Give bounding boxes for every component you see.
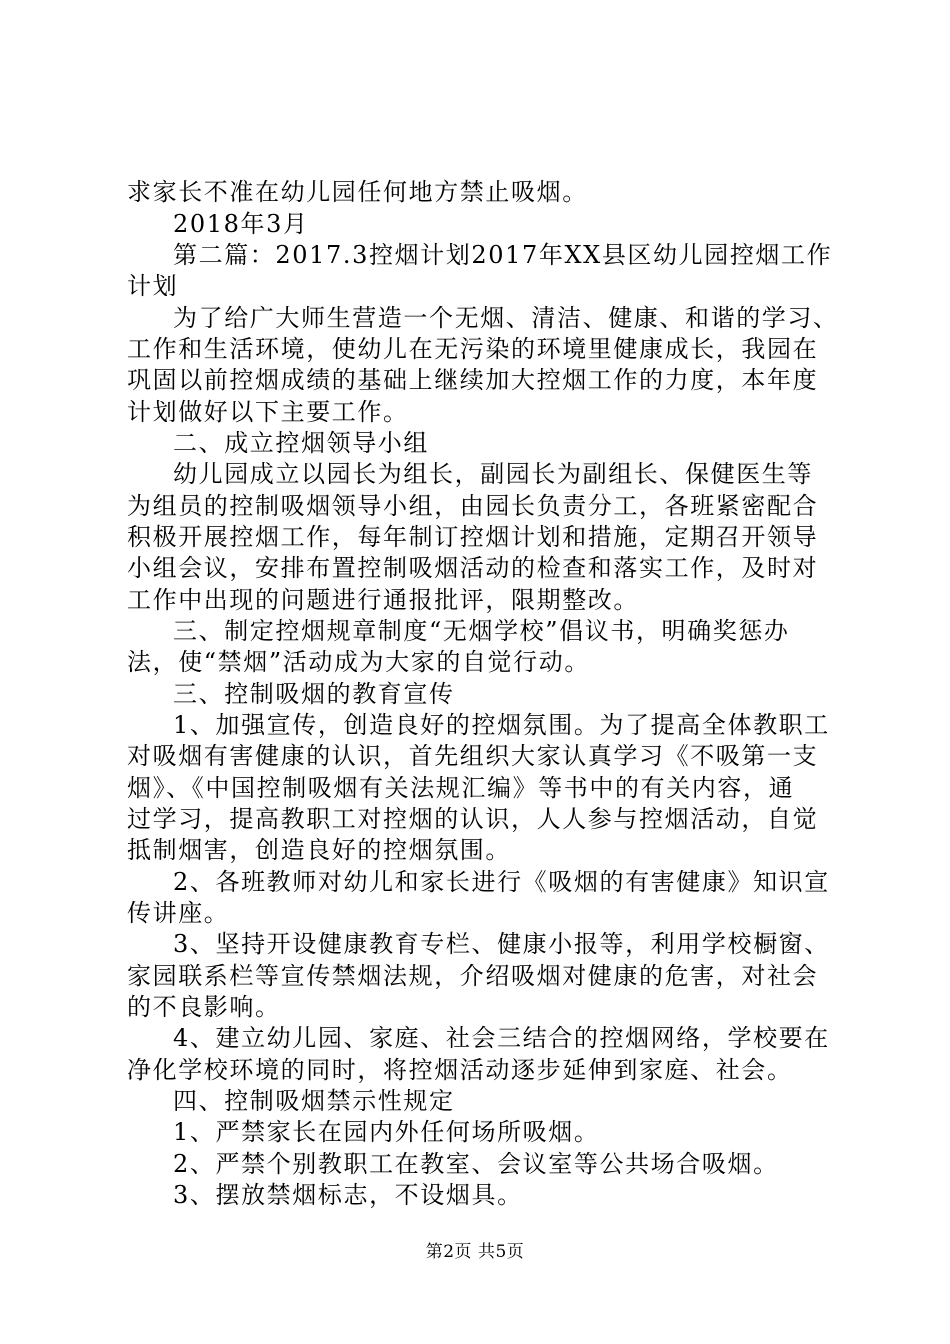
list-item: 1、严禁家长在园内外任何场所吸烟。: [173, 1118, 600, 1146]
date-line: 2018年3月: [173, 210, 309, 238]
text-line: 求家长不准在幼儿园任何地方禁止吸烟。: [127, 178, 588, 206]
paragraph-line: 小组会议，安排布置控制吸烟活动的检查和落实工作，及时对: [127, 554, 819, 582]
section-heading: 四、控制吸烟禁示性规定: [173, 1087, 455, 1115]
list-item: 2、严禁个别教职工在教室、会议室等公共场合吸烟。: [173, 1150, 779, 1178]
paragraph-line: 抵制烟害，创造良好的控烟氛围。: [127, 836, 511, 864]
paragraph-line: 为组员的控制吸烟领导小组，由园长负责分工，各班紧密配合: [127, 492, 819, 520]
paragraph-line: 传讲座。: [127, 899, 230, 927]
paragraph-line: 烟》、《中国控制吸烟有关法规汇编》等书中的有关内容，通: [127, 774, 795, 802]
paragraph-line: 幼儿园成立以园长为组长，副园长为副组长、保健医生等: [173, 460, 813, 488]
section-heading: 二、成立控烟领导小组: [173, 429, 429, 457]
section-heading: 三、控制吸烟的教育宣传: [173, 680, 455, 708]
paragraph-line: 为了给广大师生营造一个无烟、清洁、健康、和谐的学习、: [173, 304, 839, 332]
list-item: 3、摆放禁烟标志，不设烟具。: [173, 1181, 523, 1209]
paragraph-line: 2、各班教师对幼儿和家长进行《吸烟的有害健康》知识宣: [173, 868, 830, 896]
paragraph-line: 家园联系栏等宣传禁烟法规，介绍吸烟对健康的危害，对社会: [127, 962, 819, 990]
paragraph-line: 工作中出现的问题进行通报批评，限期整改。: [127, 586, 639, 614]
paragraph-line: 4、建立幼儿园、家庭、社会三结合的控烟网络，学校要在: [173, 1024, 830, 1052]
paragraph-line: 3、坚持开设健康教育专栏、健康小报等，利用学校橱窗、: [173, 930, 830, 958]
paragraph-line: 净化学校环境的同时，将控烟活动逐步延伸到家庭、社会。: [127, 1056, 793, 1084]
paragraph-line: 1、加强宣传，创造良好的控烟氛围。为了提高全体教职工: [173, 711, 830, 739]
paragraph-line: 法，使“禁烟”活动成为大家的自觉行动。: [127, 648, 590, 676]
paragraph-line: 工作和生活环境，使幼儿在无污染的环境里健康成长，我园在: [127, 335, 819, 363]
paragraph-line: 三、制定控烟规章制度“无烟学校”倡议书，明确奖惩办: [173, 617, 790, 645]
page-footer: 第2页 共5页: [425, 1242, 525, 1262]
paragraph-line: 过学习，提高教职工对控烟的认识，人人参与控烟活动，自觉: [127, 805, 819, 833]
section-title-continued: 计划: [127, 272, 179, 300]
paragraph-line: 的不良影响。: [127, 993, 281, 1021]
section-title: 第二篇：2017.3控烟计划2017年XX县区幼儿园控烟工作: [173, 241, 833, 269]
paragraph-line: 巩固以前控烟成绩的基础上继续加大控烟工作的力度，本年度: [127, 366, 819, 394]
paragraph-line: 计划做好以下主要工作。: [127, 398, 409, 426]
paragraph-line: 积极开展控烟工作，每年制订控烟计划和措施，定期召开领导: [127, 523, 819, 551]
paragraph-line: 对吸烟有害健康的认识，首先组织大家认真学习《不吸第一支: [127, 742, 819, 770]
